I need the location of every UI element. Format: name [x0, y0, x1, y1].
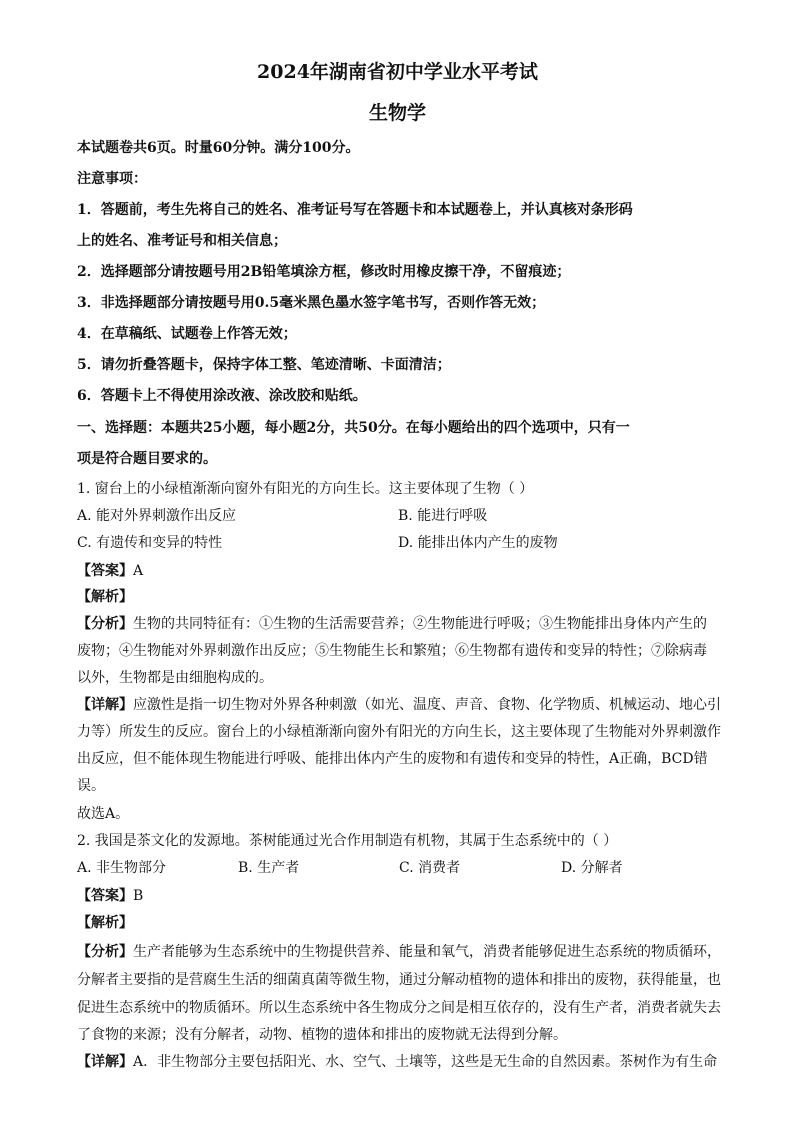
question-stem: 2. 我国是茶文化的发源地。茶树能通过光合作用制造有机物，其属于生态系统中的（ ）: [77, 833, 618, 849]
fenxi-line: [77, 942, 721, 962]
analysis-tag: 【解析】: [77, 915, 133, 931]
notice-title: 注意事项：: [77, 171, 147, 187]
exam-info: 本试题卷共6页。时量60分钟。满分100分。: [77, 140, 360, 156]
xiangjie-text: A．非生物部分主要包括阳光、水、空气、土壤等，这些是无生命的自然因素。茶树作为有生命: [133, 1054, 718, 1070]
notice-line: 4．在草稿纸、试题卷上作答无效；: [77, 326, 297, 342]
fenxi-line: 废物；④生物能对外界刺激作出反应；⑤生物能生长和繁殖；⑥生物都有遗传和变异的特性；⑦除病毒: [77, 643, 707, 659]
option-a: A. 非生物部分: [77, 860, 167, 876]
xiangjie-line: 误。: [77, 778, 105, 794]
option-a: A. 能对外界刺激作出反应: [77, 508, 237, 524]
fenxi-line: [77, 614, 707, 634]
option-d: D. 分解者: [561, 860, 623, 876]
notice-line: 5．请勿折叠答题卡，保持字体工整、笔迹清晰、卡面清洁；: [77, 357, 451, 373]
conclusion: 故选A。: [77, 806, 130, 822]
notice-line: 1．答题前，考生先将自己的姓名、准考证号写在答题卡和本试题卷上，并认真核对条形码: [77, 202, 633, 218]
answer-tag: 【答案】: [77, 888, 133, 904]
fenxi-text: 生物的共同特征有：①生物的生活需要营养；②生物能进行呼吸；③生物能排出身体内产生的: [133, 616, 707, 632]
option-b: B. 能进行呼吸: [398, 508, 488, 524]
notice-line: 3．非选择题部分请按题号用0.5毫米黑色墨水签字笔书写，否则作答无效；: [77, 295, 546, 311]
option-c: C. 消费者: [399, 860, 461, 876]
xiangjie-text: 应激性是指一切生物对外界各种刺激（如光、温度、声音、食物、化学物质、机械运动、地心引: [133, 697, 721, 713]
xiangjie-tag: 【详解】: [77, 1054, 133, 1070]
section-heading: 一、选择题：本题共25小题，每小题2分，共50分。在每小题给出的四个选项中，只有一: [77, 420, 630, 436]
fenxi-text: 生产者能够为生态系统中的生物提供营养、能量和氧气，消费者能够促进生态系统的物质循环，: [133, 944, 721, 960]
answer-value: A: [133, 563, 144, 579]
xiangjie-line: [77, 695, 721, 715]
option-d: D. 能排出体内产生的废物: [398, 535, 558, 551]
exam-title: 2024年湖南省初中学业水平考试: [257, 61, 538, 83]
option-c: C. 有遗传和变异的特性: [77, 535, 223, 551]
question-stem: 1. 窗台上的小绿植渐渐向窗外有阳光的方向生长。这主要体现了生物（ ）: [77, 481, 534, 497]
xiangjie-line: 力等）所发生的反应。窗台上的小绿植渐渐向窗外有阳光的方向生长，这主要体现了生物能对外界刺激作: [77, 724, 721, 740]
section-heading: 项是符合题目要求的。: [77, 451, 217, 467]
answer-line: [77, 886, 143, 906]
analysis-tag: 【解析】: [77, 589, 133, 605]
fenxi-line: 促进生态系统中的物质循环。所以生态系统中各生物成分之间是相互依存的，没有生产者，消费者就失去: [77, 1000, 721, 1016]
answer-value: B: [133, 888, 144, 904]
answer-line: [77, 561, 143, 581]
fenxi-line: 分解者主要指的是营腐生生活的细菌真菌等微生物，通过分解动植物的遗体和排出的废物，获得能量，也: [77, 972, 721, 988]
answer-tag: 【答案】: [77, 563, 133, 579]
subject-title: 生物学: [368, 102, 426, 124]
xiangjie-line: [77, 1052, 717, 1072]
xiangjie-line: 出反应，但不能体现生物能进行呼吸、能排出体内产生的废物和有遗传和变异的特性，A正确，BCD错: [77, 751, 708, 767]
fenxi-line: 以外，生物都是由细胞构成的。: [77, 670, 273, 686]
fenxi-tag: 【分析】: [77, 944, 133, 960]
option-b: B. 生产者: [238, 860, 300, 876]
notice-line: 上的姓名、准考证号和相关信息；: [77, 233, 287, 249]
notice-line: 6．答题卡上不得使用涂改液、涂改胶和贴纸。: [77, 388, 367, 404]
fenxi-line: 了食物的来源；没有分解者，动物、植物的遗体和排出的废物就无法得到分解。: [77, 1027, 567, 1043]
fenxi-tag: 【分析】: [77, 616, 133, 632]
notice-line: 2．选择题部分请按题号用2B铅笔填涂方框，修改时用橡皮擦干净，不留痕迹；: [77, 264, 571, 280]
xiangjie-tag: 【详解】: [77, 697, 133, 713]
